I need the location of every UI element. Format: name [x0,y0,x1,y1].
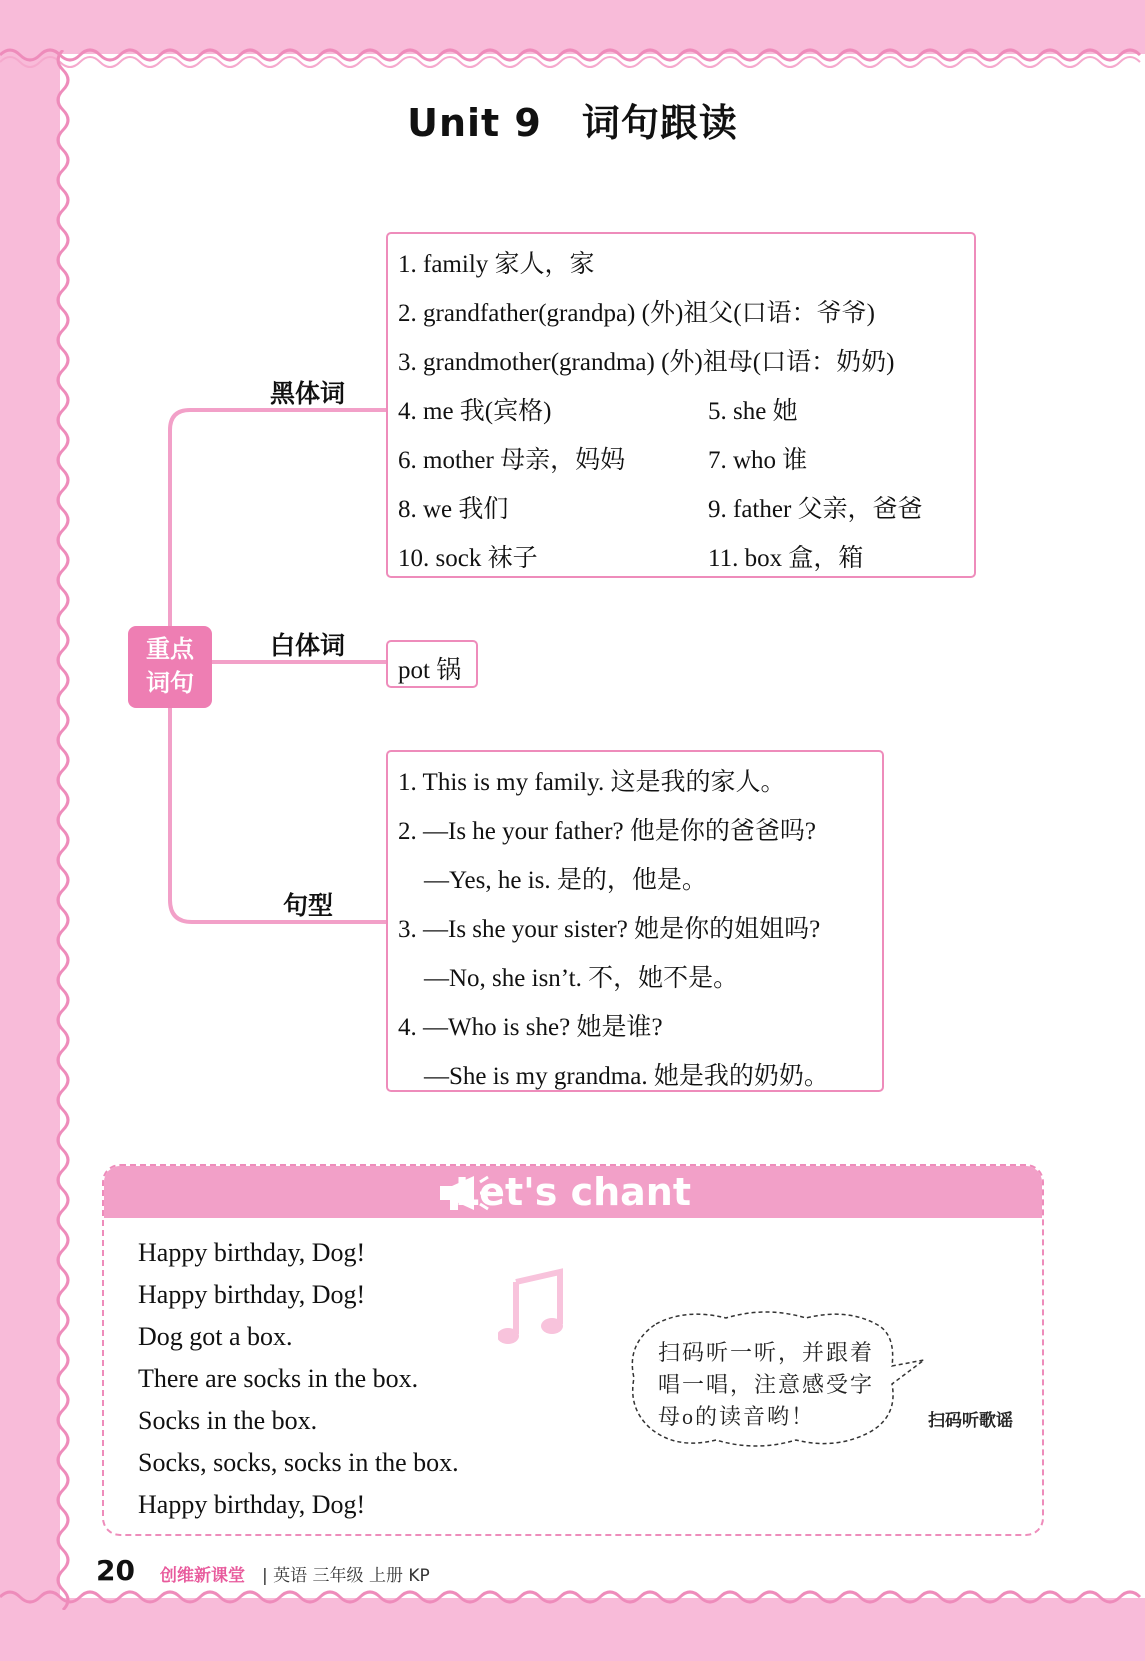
page-number: 20 [96,1554,135,1587]
title-text: 词句跟读 [581,101,738,145]
music-note-icon [498,1268,568,1350]
chant-line: Happy birthday, Dog! [138,1280,366,1309]
white-words-label: 白体词 [270,631,346,660]
footer-book-info: | 英语 三年级 上册 KP [262,1566,430,1586]
sentence-line: 1. This is my family. 这是我的家人。 [398,769,786,796]
sentence-line: —Yes, he is. 是的，他是。 [424,867,707,894]
word-item: 9. father 父亲，爸爸 [708,496,923,523]
word-item: 7. who 谁 [708,447,808,474]
sentence-line: 3. —Is she your sister? 她是你的姐姐吗? [398,916,821,943]
chant-line: There are socks in the box. [138,1364,419,1393]
word-item: 10. sock 袜子 [398,545,538,572]
chant-line: Socks in the box. [138,1406,318,1435]
chant-line: Socks, socks, socks in the box. [138,1448,459,1477]
scan-qr-label: 扫码听歌谣 [928,1411,1013,1431]
bubble-line: 扫码听一听，并跟着 [658,1340,875,1365]
word-row: 2. grandfather(grandpa) (外)祖父(口语：爷爷) [398,300,875,327]
bubble-line: 唱一唱，注意感受字 [658,1372,875,1397]
word-row: 1. family 家人，家 [398,251,595,278]
wavy-border-bottom [0,1585,1145,1615]
sentence-line: 2. —Is he your father? 他是你的爸爸吗? [398,818,816,845]
sentences-box [386,750,884,1092]
bold-words-label: 黑体词 [270,379,346,408]
hub-line2: 词句 [146,669,194,697]
word-item: 5. she 她 [708,398,798,425]
word-row: 3. grandmother(grandma) (外)祖母(口语：奶奶) [398,349,895,376]
bubble-line: 母o的读音哟！ [658,1404,816,1429]
word-item: pot 锅 [398,657,462,684]
chant-line: Happy birthday, Dog! [138,1238,366,1267]
sentences-label: 句型 [283,891,334,920]
sentence-line: —She is my grandma. 她是我的奶奶。 [424,1063,829,1090]
white-words-box [386,640,478,688]
chant-title: Let's chant [454,1170,692,1214]
footer-brand: 创维新课堂 [160,1566,245,1586]
sentence-line: 4. —Who is she? 她是谁? [398,1014,663,1041]
title-unit: Unit 9 [407,101,542,145]
word-item: 4. me 我(宾格) [398,398,552,425]
bold-words-box [386,232,976,578]
chant-line: Dog got a box. [138,1322,293,1351]
hub-line1: 重点 [146,635,194,663]
chant-line: Happy birthday, Dog! [138,1490,366,1519]
word-item: 6. mother 母亲，妈妈 [398,447,626,474]
word-item: 11. box 盒，箱 [708,545,864,572]
word-item: 8. we 我们 [398,496,509,523]
key-words-hub [128,626,212,708]
sentence-line: —No, she isn’t. 不，她不是。 [424,965,739,992]
